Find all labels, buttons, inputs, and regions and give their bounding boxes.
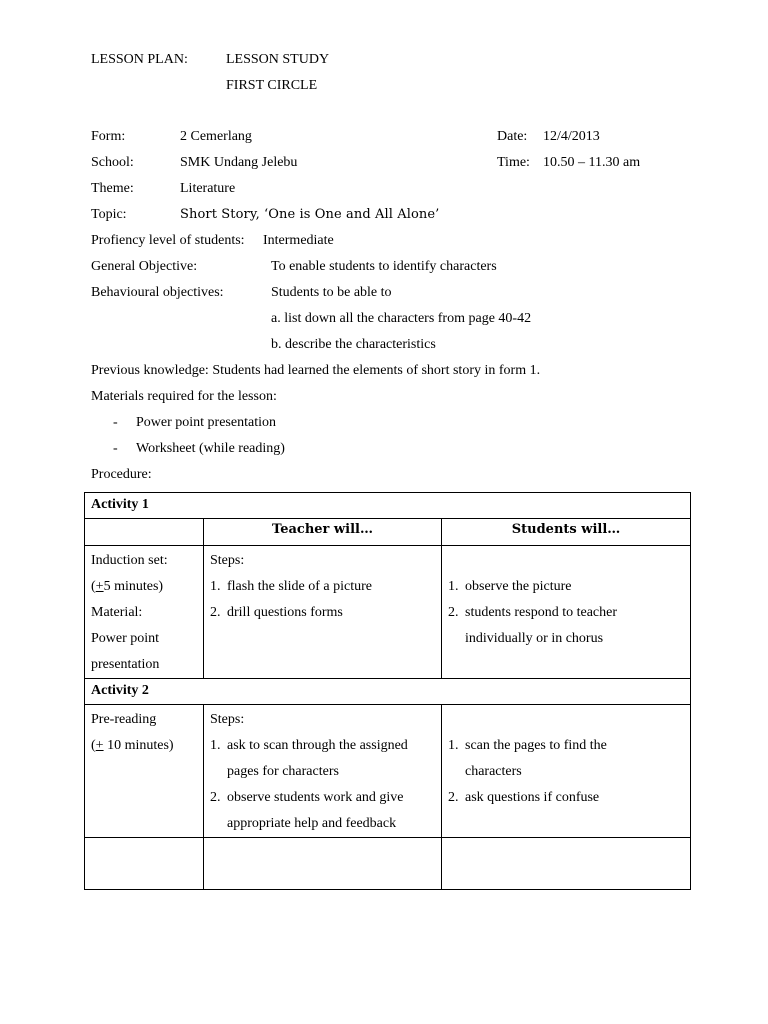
behavioural-objective-item: a. list down all the characters from page 40-42 (271, 311, 532, 326)
behavioural-objectives-label: Behavioural objectives: (91, 285, 224, 300)
material-value: Power point (91, 631, 160, 646)
previous-knowledge: Previous knowledge: Students had learned the elements of short story in form 1. (91, 363, 541, 378)
teacher-step: 1. flash the slide of a picture (210, 579, 373, 594)
materials-label: Materials required for the lesson: (91, 389, 277, 404)
time-value: 10.50 – 11.30 am (543, 155, 641, 170)
induction-duration (91, 574, 203, 600)
student-step-cont: characters (465, 764, 522, 779)
steps-label: Steps: (210, 712, 245, 727)
lesson-plan-label: LESSON PLAN: (91, 52, 188, 67)
student-step: 2. ask questions if confuse (448, 790, 600, 805)
student-step-cont: individually or in chorus (465, 631, 604, 646)
lesson-plan-subtitle: FIRST CIRCLE (226, 78, 318, 93)
empty-cell (442, 838, 691, 890)
date-value: 12/4/2013 (543, 129, 600, 144)
open-paren: ( (91, 738, 96, 753)
time-label: Time: (497, 155, 530, 170)
form-label: Form: (91, 129, 126, 144)
topic-value: Short Story, ‘One is One and All Alone’ (180, 207, 440, 222)
teacher-header-cell (204, 519, 442, 546)
activity-2-teacher-cell (204, 705, 442, 838)
empty-cell (85, 838, 204, 890)
general-objective-label: General Objective: (91, 259, 198, 274)
activity-1-title: Activity 1 (91, 497, 149, 512)
students-header: Students will… (511, 522, 621, 537)
students-header-cell (442, 519, 691, 546)
activity-2-stage-cell (85, 705, 204, 838)
lesson-plan-value: LESSON STUDY (226, 52, 330, 67)
plus-minus-sign: + (95, 738, 104, 753)
theme-label: Theme: (91, 181, 134, 196)
student-step: 2. students respond to teacher (448, 605, 618, 620)
theme-value: Literature (180, 181, 236, 196)
material-label: Material: (91, 605, 143, 620)
teacher-step: 1. ask to scan through the assigned (210, 738, 408, 753)
pre-reading-duration (91, 733, 203, 759)
empty-cell (204, 838, 442, 890)
induction-set-label: Induction set: (91, 553, 168, 568)
student-step: 1. observe the picture (448, 579, 572, 594)
general-objective-value: To enable students to identify characters (271, 259, 497, 274)
teacher-step: 2. drill questions forms (210, 605, 343, 620)
procedure-label: Procedure: (91, 467, 152, 482)
teacher-step-cont: appropriate help and feedback (227, 816, 397, 831)
school-label: School: (91, 155, 134, 170)
activity-1-stage-cell (85, 546, 204, 679)
open-paren: ( (91, 579, 96, 594)
steps-label: Steps: (210, 553, 245, 568)
material-value-cont: presentation (91, 657, 160, 672)
teacher-header: Teacher will… (272, 522, 373, 537)
duration-text: 5 minutes) (103, 579, 164, 594)
material-bullet: - (113, 415, 118, 430)
date-label: Date: (497, 129, 528, 144)
procedure-table (84, 492, 691, 890)
activity-1-title-cell (85, 493, 691, 519)
school-value: SMK Undang Jelebu (180, 155, 298, 170)
material-bullet: - (113, 441, 118, 456)
plus-minus-sign: + (95, 579, 104, 594)
pre-reading-label: Pre-reading (91, 712, 157, 727)
proficiency-label: Profiency level of students: (91, 233, 245, 248)
activity-2-title-cell (85, 679, 691, 705)
activity-2-title: Activity 2 (91, 683, 149, 698)
behavioural-objectives-value: Students to be able to (271, 285, 392, 300)
activity-1-students-cell (442, 546, 691, 679)
activity-1-teacher-cell (204, 546, 442, 679)
material-item: Worksheet (while reading) (136, 441, 285, 456)
behavioural-objective-item: b. describe the characteristics (271, 337, 436, 352)
duration-text: 10 minutes) (103, 738, 174, 753)
teacher-step: 2. observe students work and give (210, 790, 404, 805)
header-empty-cell (85, 519, 204, 546)
topic-label: Topic: (91, 207, 127, 222)
activity-2-students-cell (442, 705, 691, 838)
teacher-step-cont: pages for characters (227, 764, 339, 779)
proficiency-value: Intermediate (263, 233, 334, 248)
material-item: Power point presentation (136, 415, 276, 430)
student-step: 1. scan the pages to find the (448, 738, 607, 753)
form-value: 2 Cemerlang (180, 129, 252, 144)
